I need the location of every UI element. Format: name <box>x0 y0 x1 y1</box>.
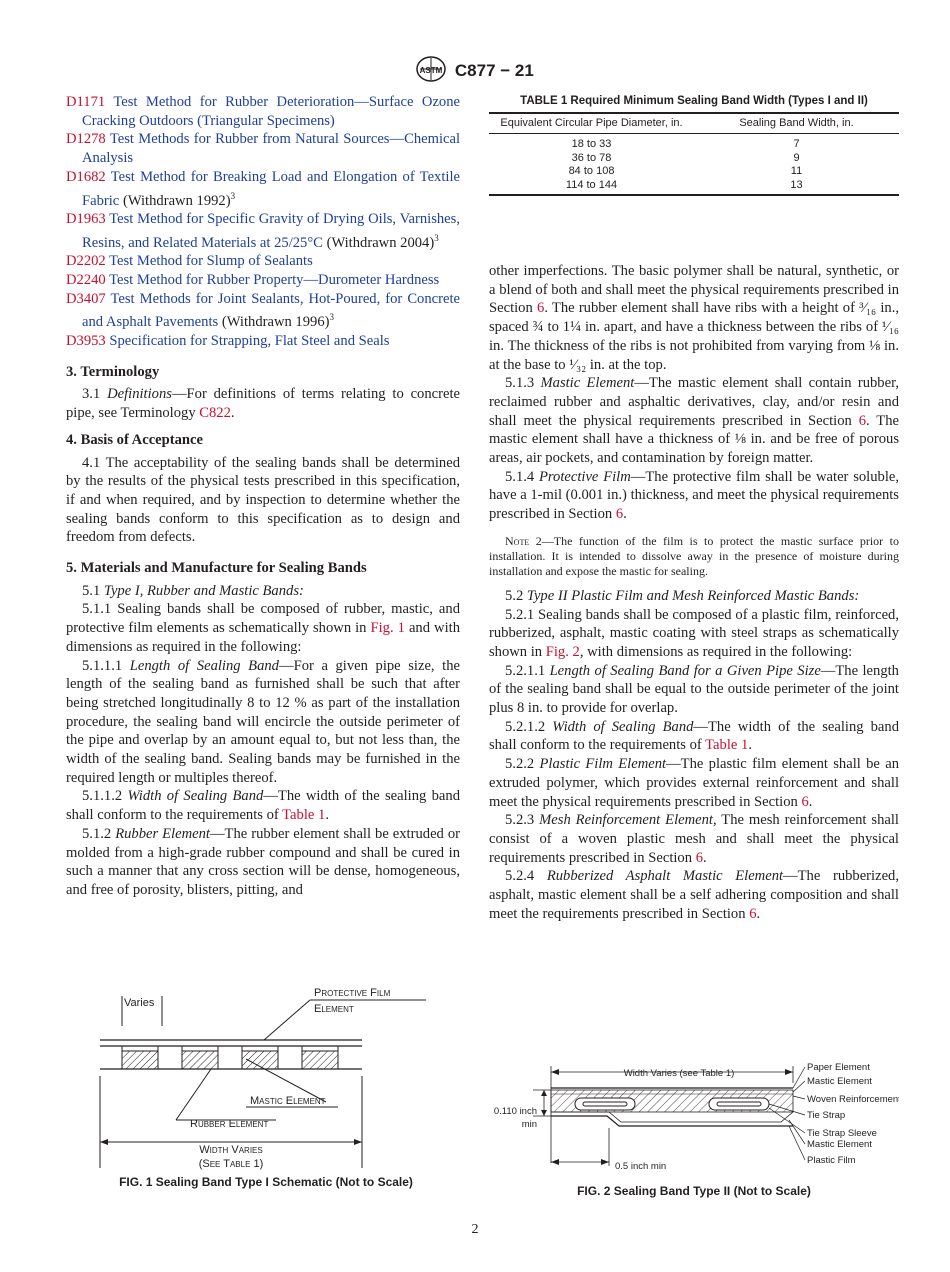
link-section-6[interactable]: 6 <box>615 506 624 523</box>
page-number: 2 <box>471 1222 479 1237</box>
link-section-6[interactable]: 6 <box>801 793 809 810</box>
para-5-1-4: 5.1.4 Protective Film—The protective film shall be water soluble, have a 1-mil (0.001 in.) thickness, and meet the physical requirements prescribed in Section 6. <box>489 468 899 523</box>
para-5-2: 5.2 Type II Plastic Film and Mesh Reinforced Mastic Bands: <box>505 587 860 604</box>
astm-logo-icon <box>416 56 446 87</box>
reference-item <box>66 168 460 210</box>
fig2-label-strap: Tie Strap <box>807 1110 846 1121</box>
para-5-1-2-cont: other imperfections. The basic polymer shall be natural, synthetic, or a blend of both and shall meet the physical requirements prescribed in Section 6. The rubber element shall have ribs with a height of ³⁄₁₆ in., spaced ¾ to 1¼ in. apart, and have a thickness between the ribs of ¹⁄₁₆ in. The thickness of the ribs is not prohibited from varying from ⅛ in. at the base to ¹⁄₃₂ in. at the top. <box>489 263 900 373</box>
reference-code-link[interactable]: D3407 <box>66 290 106 307</box>
link-fig1[interactable]: Fig. 1 <box>370 620 405 637</box>
section-5-heading: 5. Materials and Manufacture for Sealing Bands <box>66 560 367 577</box>
reference-item <box>66 130 460 167</box>
para-5-1-2: 5.1.2 Rubber Element—The rubber element shall be extruded or molded from a high-grade rubber compound and shall be cured in such a manner that any cross section will be dense, homogeneous, and free of porosity, blisters, pitting, and <box>66 825 460 898</box>
reference-title-link[interactable]: Test Method for Rubber Property—Durometer Hardness <box>109 272 440 289</box>
link-section-6[interactable]: 6 <box>858 412 866 429</box>
fig2-label-woven: Woven Reinforcement <box>807 1094 899 1105</box>
figure-1-diagram <box>66 980 466 1170</box>
table-1-grid <box>489 112 899 196</box>
reference-code-link[interactable]: D1278 <box>66 131 106 148</box>
reference-title-link[interactable]: Specification for Strapping, Flat Steel and Seals <box>109 333 390 350</box>
reference-title-link[interactable]: Test Methods for Rubber from Natural Sources—Chemical Analysis <box>82 131 461 167</box>
section-4-heading: 4. Basis of Acceptance <box>66 431 204 448</box>
para-5-2-1-2: 5.2.1.2 Width of Sealing Band—The width of the sealing band shall conform to the requirements of Table 1. <box>489 718 899 754</box>
link-section-6[interactable]: 6 <box>537 300 545 317</box>
reference-item <box>66 332 460 351</box>
table-cell: 18 to 33 <box>571 138 612 150</box>
fig2-label-thick-1: 0.110 inch <box>493 1106 537 1117</box>
para-5-1-1-1: 5.1.1.1 Length of Sealing Band—For a given pipe size, the length of the sealing band as furnished shall be such that after being stretched longitudinally 8 to 12 % as part of the installation procedure, the sealing band will encircle the outside perimeter of the pipe and overlap by an amount equal to, but not less than, the width of the sealing band. Sealing bands may be furnished in the required length or multiples thereof. <box>66 657 460 786</box>
para-5-1: 5.1 Type I, Rubber and Mastic Bands: <box>82 582 304 599</box>
table-cell: 9 <box>793 151 800 164</box>
table-cell: 84 to 108 <box>568 165 615 177</box>
reference-list <box>66 93 460 351</box>
note-2: Note 2—The function of the film is to protect the mastic surface prior to installation. It is intended to dissolve away in the presence of moisture during installation and expose the mastic for sealing. <box>489 533 900 578</box>
para-4-1: 4.1 The acceptability of the sealing bands shall be determined by the results of the physical tests prescribed in this specification, if and when required, and by inspection to determine whether the sealing bands conform to this specification as to design and freedom from defects. <box>66 454 460 546</box>
reference-title-link[interactable]: Test Method for Specific Gravity of Drying Oils, Varnishes, Resins, and Related Materials at 25/25°C <box>82 211 460 251</box>
fig2-label-thick-2: min <box>521 1119 537 1130</box>
reference-code-link[interactable]: D2240 <box>66 272 106 289</box>
left-column <box>66 93 460 900</box>
footnote-marker: 3 <box>230 190 236 201</box>
table-header: Equivalent Circular Pipe Diameter, in. <box>489 113 694 134</box>
footnote-marker: 3 <box>329 312 334 323</box>
figure-2-diagram <box>489 1058 899 1173</box>
svg-text:ASTM: ASTM <box>419 66 443 75</box>
reference-title-link[interactable]: Test Method for Slump of Sealants <box>109 253 313 270</box>
table-cell: 114 to 144 <box>489 179 694 196</box>
reference-item <box>66 252 460 271</box>
reference-code-link[interactable]: D1171 <box>66 94 106 110</box>
page-header <box>0 56 950 87</box>
reference-note: (Withdrawn 1996) <box>221 314 330 331</box>
reference-title-link[interactable]: Test Method for Rubber Deterioration—Surface Ozone Cracking Outdoors (Triangular Specimens) <box>82 94 460 129</box>
para-5-1-1: 5.1.1 Sealing bands shall be composed of rubber, mastic, and protective film elements as schematically shown in Fig. 1 and with dimensions as required in the following: <box>66 601 460 655</box>
reference-item <box>66 271 460 290</box>
para-5-2-4: 5.2.4 Rubberized Asphalt Mastic Element—The rubberized, asphalt, mastic element shall be a self adhering composition and shall meet the requirements prescribed in Section 6. <box>489 868 899 922</box>
reference-code-link[interactable]: D1682 <box>66 168 106 185</box>
link-table1[interactable]: Table 1 <box>705 737 749 754</box>
figure-2 <box>489 1058 899 1198</box>
fig2-label-mastic-bottom: Mastic Element <box>807 1139 872 1150</box>
reference-code-link[interactable]: D1963 <box>66 211 106 228</box>
fig1-label-film-2: Element <box>314 1003 354 1015</box>
reference-note: (Withdrawn 1992) <box>122 192 231 209</box>
reference-title-link[interactable]: Test Methods for Joint Sealants, Hot-Poured, for Concrete and Asphalt Pavements <box>82 290 460 331</box>
fig1-label-width-2: (See Table 1) <box>198 1158 264 1170</box>
link-c822[interactable]: C822 <box>199 405 231 422</box>
table-cell: 13 <box>694 179 899 196</box>
reference-item <box>66 93 460 130</box>
reference-item <box>66 290 460 332</box>
figure-2-caption: FIG. 2 Sealing Band Type II (Not to Scale) <box>577 1184 811 1198</box>
table-cell: 7 <box>793 138 800 150</box>
fig1-label-rubber: Rubber Element <box>190 1118 269 1130</box>
right-column <box>489 262 899 924</box>
fig1-label-varies: Varies <box>124 997 155 1009</box>
table-1 <box>489 95 899 196</box>
fig1-label-film-1: Protective Film <box>314 987 391 999</box>
para-5-1-1-2: 5.1.1.2 Width of Sealing Band—The width of the sealing band shall conform to the requirements of Table 1. <box>66 788 460 824</box>
fig2-label-mastic-top: Mastic Element <box>807 1076 872 1087</box>
table-cell: 36 to 78 <box>571 151 612 164</box>
fig2-label-paper: Paper Element <box>807 1062 870 1073</box>
figure-1 <box>66 980 466 1195</box>
reference-title-link[interactable]: Test Method for Breaking Load and Elongation of Textile Fabric <box>82 168 460 209</box>
para-5-2-1: 5.2.1 Sealing bands shall be composed of a plastic film, reinforced, rubberized, asphalt, mastic coating with steel straps as schematically shown in Fig. 2, with dimensions as required in the following: <box>489 606 899 660</box>
figure-1-caption: FIG. 1 Sealing Band Type I Schematic (Not to Scale) <box>119 1175 413 1189</box>
fig2-label-min: 0.5 inch min <box>615 1161 667 1172</box>
link-section-6[interactable]: 6 <box>749 905 757 922</box>
doc-id: C877 − 21 <box>454 60 534 80</box>
reference-item <box>66 210 460 252</box>
para-5-2-2: 5.2.2 Plastic Film Element—The plastic film element shall be an extruded polymer, which provides external reinforcement and shall meet the physical requirements prescribed in Section 6. <box>489 756 899 810</box>
link-fig2[interactable]: Fig. 2 <box>545 643 580 660</box>
fig2-label-sleeve: Tie Strap Sleeve <box>807 1128 877 1139</box>
footnote-marker: 3 <box>434 232 439 243</box>
fig1-label-mastic: Mastic Element <box>250 1095 326 1107</box>
table-1-title: TABLE 1 Required Minimum Sealing Band Width (Types I and II) <box>520 95 868 107</box>
fig2-label-width: Width Varies (see Table 1) <box>623 1068 735 1079</box>
link-section-6[interactable]: 6 <box>695 849 703 866</box>
fig1-label-width-1: Width Varies <box>199 1144 263 1156</box>
para-5-2-3: 5.2.3 Mesh Reinforcement Element, The mesh reinforcement shall consist of a woven plastic mesh and shall meet the physical requirements prescribed in Section 6. <box>489 812 899 866</box>
table-cell: 11 <box>790 165 803 177</box>
reference-code-link[interactable]: D3953 <box>66 333 106 350</box>
link-table1[interactable]: Table 1 <box>282 807 326 824</box>
para-5-2-1-1: 5.2.1.1 Length of Sealing Band for a Given Pipe Size—The length of the sealing band shall be equal to the outside perimeter of the joint plus 8 in. to provide for overlap. <box>489 662 899 717</box>
table-header: Sealing Band Width, in. <box>694 113 899 134</box>
reference-code-link[interactable]: D2202 <box>66 253 106 270</box>
para-3-1: 3.1 Definitions—For definitions of terms relating to concrete pipe, see Terminology C822. <box>66 386 460 422</box>
para-5-1-3: 5.1.3 Mastic Element—The mastic element shall contain rubber, reclaimed rubber and asphaltic derivatives, clay, and/or resin and shall meet the physical requirements prescribed in Section 6. The mastic element shall have a thickness of ⅛ in. and be free of porous areas, air pockets, and contamination by foreign matter. <box>489 375 899 467</box>
reference-note: (Withdrawn 2004) <box>326 234 435 251</box>
fig2-label-film: Plastic Film <box>807 1155 856 1166</box>
section-3-heading: 3. Terminology <box>66 363 160 380</box>
